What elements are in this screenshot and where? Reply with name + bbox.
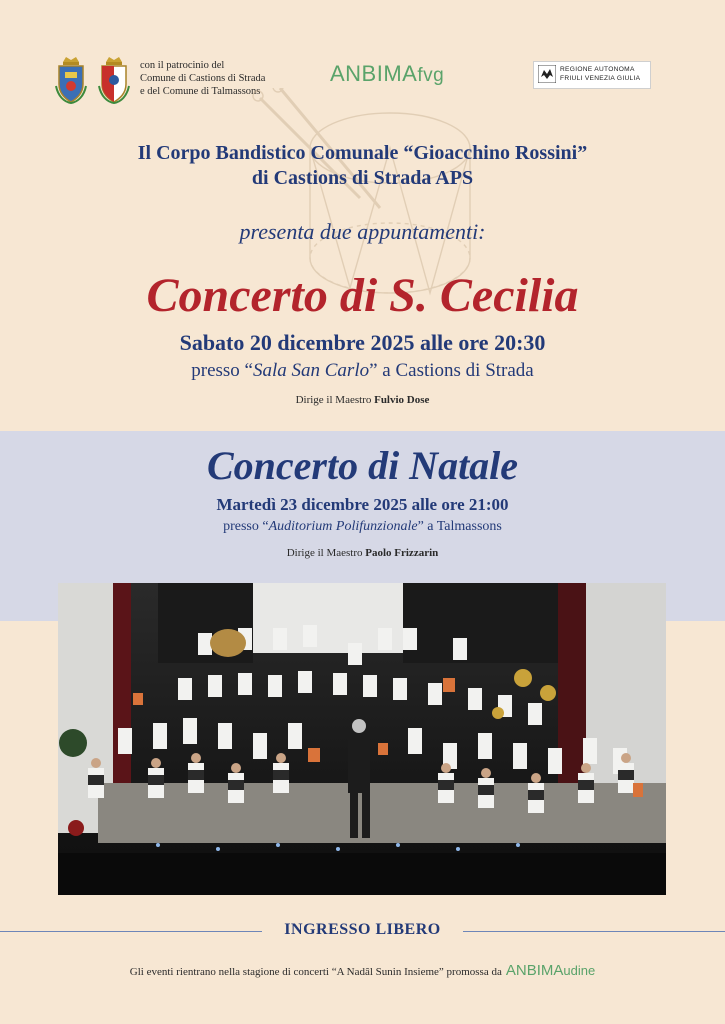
- presenta-text: presenta due appuntamenti:: [239, 219, 486, 244]
- concert1-date: Sabato 20 dicembre 2025 alle ore 20:30: [179, 330, 546, 355]
- patronage-line: con il patrocinio del: [140, 60, 225, 71]
- band-photo: [58, 583, 666, 895]
- director-name: Fulvio Dose: [374, 394, 430, 406]
- band-name: [0, 141, 725, 191]
- band-name-line: di Castions di Strada APS: [251, 167, 474, 189]
- concert2-director: [0, 547, 725, 559]
- concert2-venue: [0, 519, 725, 535]
- footer-note: [0, 962, 725, 979]
- venue-name: Auditorium Polifunzionale: [268, 519, 418, 534]
- talmassons-crest-icon: [97, 56, 131, 104]
- patronage-line: Comune di Castions di Strada: [140, 73, 266, 84]
- anbima-fvg-logo: [330, 61, 444, 87]
- band-photo-illustration: [58, 583, 666, 895]
- regione-text: [560, 66, 640, 83]
- regione-line: REGIONE AUTONOMA: [560, 66, 635, 73]
- regione-line: FRIULI VENEZIA GIULIA: [560, 74, 641, 82]
- director-prefix: Dirige il Maestro: [295, 394, 375, 406]
- regione-fvg-logo: [533, 61, 651, 89]
- ingresso-libero: INGRESSO LIBERO: [284, 921, 441, 938]
- concert2-date: Martedì 23 dicembre 2025 alle ore 21:00: [216, 495, 509, 514]
- band-name-line: Il Corpo Bandistico Comunale “Gioacchino Rossini”: [137, 142, 588, 164]
- director-name: Paolo Frizzarin: [365, 547, 439, 559]
- anbima-udine-logo: [506, 962, 595, 979]
- anbima-logo-suffix: udine: [563, 963, 596, 978]
- venue-suffix: ” a Castions di Strada: [369, 360, 534, 381]
- castions-crest-icon: [54, 56, 88, 104]
- concert2-title: Concerto di Natale: [206, 443, 519, 488]
- anbima-logo-suffix: fvg: [417, 65, 445, 86]
- eagle-icon: [538, 65, 556, 83]
- anbima-logo-main: ANBIMA: [330, 61, 418, 86]
- venue-prefix: presso “: [223, 519, 269, 534]
- venue-suffix: ” a Talmassons: [417, 519, 502, 534]
- concert1-director: [0, 394, 725, 406]
- concert1-venue: [0, 360, 725, 382]
- venue-name: Sala San Carlo: [252, 360, 370, 381]
- anbima-logo-main: ANBIMA: [505, 962, 564, 979]
- venue-prefix: presso “: [191, 360, 253, 381]
- patronage-line: e del Comune di Talmassons: [140, 86, 261, 97]
- director-prefix: Dirige il Maestro: [286, 547, 366, 559]
- concert1-title: Concerto di S. Cecilia: [146, 269, 579, 322]
- footer-note-text: Gli eventi rientrano nella stagione di concerti “A Nadâl Sunin Insieme” promossa da: [129, 966, 502, 978]
